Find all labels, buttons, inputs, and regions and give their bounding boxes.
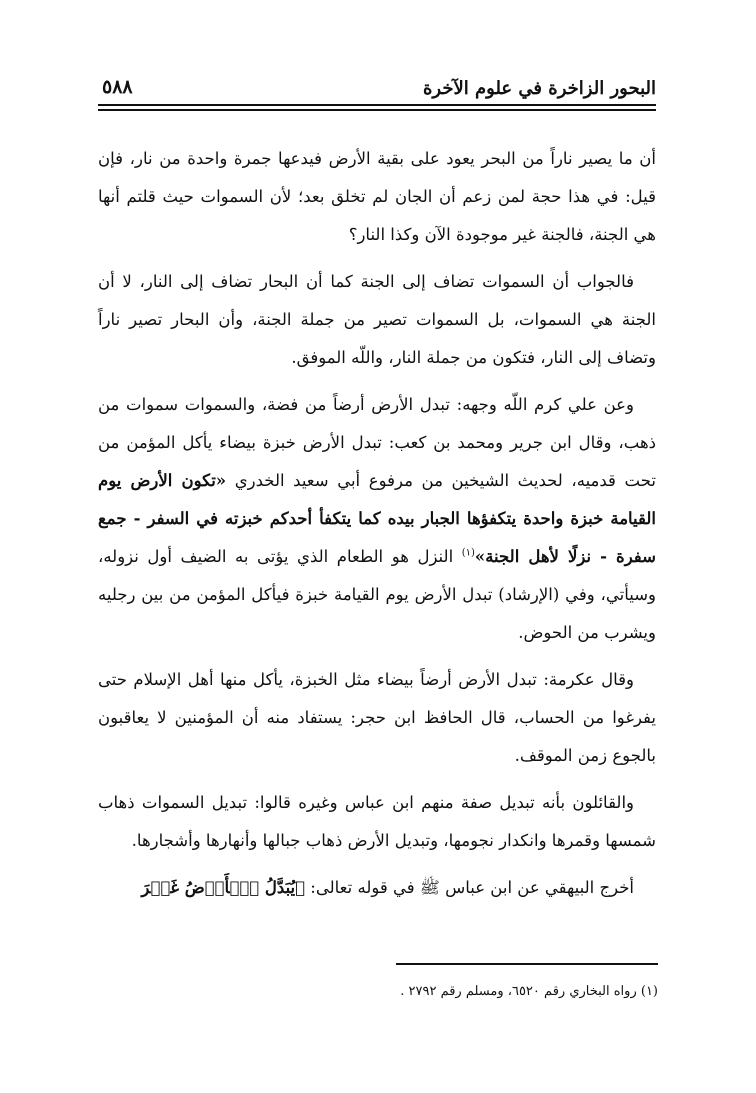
paragraph-3: [98, 386, 656, 652]
footnote: (١) رواه البخاري رقم ٦٥٢٠، ومسلم رقم ٢٧٩٢ .: [400, 984, 658, 999]
page-header: [98, 78, 656, 118]
hadith-quote: «تكون الأرض يوم القيامة خبزة واحدة يتكفؤها الجبار بيده كما يتكفأ أحدكم خبزته في السفر - جمع سفرة - نزلًا لأهل الجنة»: [98, 471, 656, 566]
book-title: البحور الزاخرة في علوم الآخرة: [422, 78, 656, 99]
page-number: ٥٨٨: [102, 76, 133, 98]
body-text: [98, 140, 656, 916]
footnote-separator: [396, 963, 658, 965]
paragraph-3-text-end: النزل هو الطعام الذي يؤتى به الضيف أول نزوله، وسيأتي، وفي (الإرشاد) تبدل الأرض يوم القيامة خبزة فيأكل المؤمن من بين رجليه ويشرب من الحوض.: [98, 547, 656, 642]
paragraph-6: [98, 869, 656, 907]
footnote-marker: (١): [461, 547, 475, 559]
paragraph-5: والقائلون بأنه تبديل صفة منهم ابن عباس وغيره قالوا: تبديل السموات ذهاب شمسها وقمرها وانكدار نجومها، وتبديل الأرض ذهاب جبالها وأنهارها وأشجارها.: [98, 793, 656, 850]
paragraph-1: أن ما يصير ناراً من البحر يعود على بقية الأرض فيدعها جمرة واحدة من نار، فإن قيل: في هذا حجة لمن زعم أن الجان لم تخلق بعد؛ لأن السموات حيث قلتم أنها هي الجنة، فالجنة غير موجودة الآن وكذا النار؟: [98, 149, 656, 244]
paragraph-3-text-start: وعن علي كرم اللّه وجهه: تبدل الأرض أرضاً من فضة، والسموات سموات من ذهب، وقال ابن جرير ومحمد بن كعب: تبدل الأرض خبزة بيضاء يأكل المؤمن من تحت قدميه، لحديث الشيخين من مرفوع أبي سعيد الخدري: [98, 395, 657, 490]
header-double-rule: [98, 104, 656, 111]
paragraph-4: وقال عكرمة: تبدل الأرض أرضاً بيضاء مثل الخبزة، يأكل منها أهل الإسلام حتى يفرغوا من الحساب، قال الحافظ ابن حجر: يستفاد منه أن المؤمنين لا يعاقبون بالجوع زمن الموقف.: [98, 670, 656, 765]
paragraph-2: فالجواب أن السموات تضاف إلى الجنة كما أن البحار تضاف إلى النار، لا أن الجنة هي السموات، بل السموات تصير من جملة الجنة، وأن البحار تصير ناراً وتضاف إلى النار، فتكون من جملة النار، واللّه الموفق.: [98, 272, 656, 367]
paragraph-6-text: أخرج البيهقي عن ابن عباس ﷺ في قوله تعالى:: [305, 878, 634, 897]
quran-verse: ﴿يُبَدَّلُ ٱلۡأَرۡضُ غَيۡرَ: [141, 878, 306, 897]
